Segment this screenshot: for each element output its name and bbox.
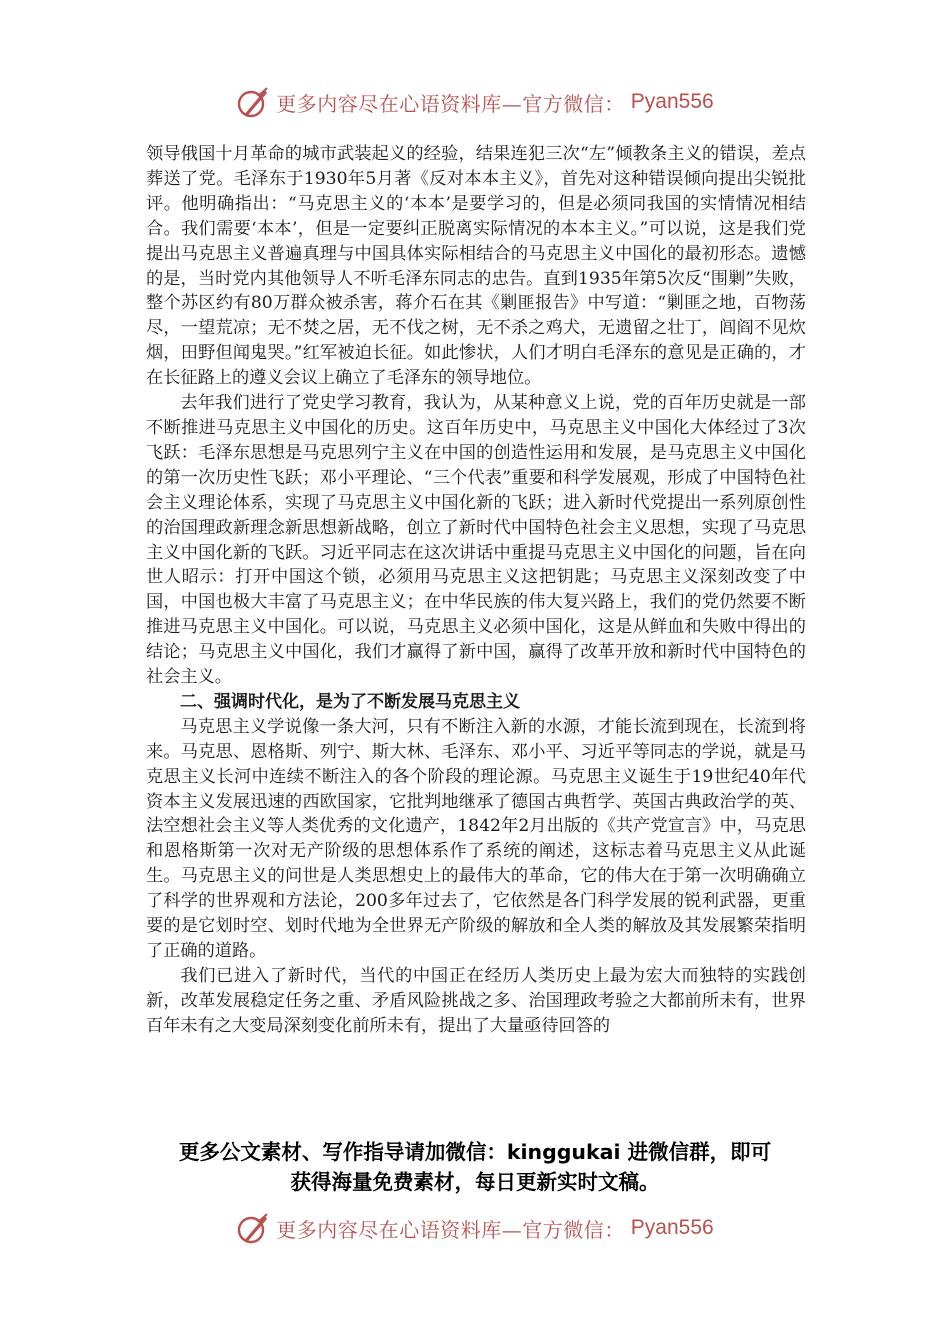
footer-banner	[0, 1208, 950, 1248]
paragraph-2: 去年我们进行了党史学习教育，我认为，从某种意义上说，党的百年历史就是一部不断推进马克思主义中国化的历史。这百年历史中，马克思主义中国化大体经过了3次飞跃：毛泽东思想是马克思列宁主义在中国的创造性运用和发展，是马克思主义中国化的第一次历史性飞跃；邓小平理论、“三个代表”重要和科学发展观，形成了中国特色社会主义理论体系，实现了马克思主义中国化新的飞跃；进入新时代党提出一系列原创性的治国理政新理念新思想新战略，创立了新时代中国特色社会主义思想，实现了马克思主义中国化新的飞跃。习近平同志在这次讲话中重提马克思主义中国化的问题，旨在向世人昭示：打开中国这个锁，必须用马克思主义这把钥匙；马克思主义深刻改变了中国，中国也极大丰富了马克思主义；在中华民族的伟大复兴路上，我们的党仍然要不断推进马克思主义中国化。可以说，马克思主义必须中国化，这是从鲜血和失败中得出的结论；马克思主义中国化，我们才赢得了新中国，赢得了改革开放和新时代中国特色的社会主义。	[146, 393, 806, 688]
banner-text: 更多内容尽在心语资料库—官方微信：	[276, 91, 625, 116]
paragraph-1: 领导俄国十月革命的城市武装起义的经验，结果连犯三次“左”倾教条主义的错误，差点葬送了党。毛泽东于1930年5月著《反对本本主义》，首先对这种错误倾向提出尖锐批评。他明确指出：“马克思主义的‘本本’是要学习的，但是必须同我国的实情情况相结合。我们需要‘本本’，但是一定要纠正脱离实际情况的本本主义。”可以说，这是我们党提出马克思主义普遍真理与中国具体实际相结合的马克思主义中国化的最初形态。遗憾的是，当时党内其他领导人不听毛泽东同志的忠告。直到1935年第5次反“围剿”失败，整个苏区约有80万群众被杀害，蒋介石在其《剿匪报告》中写道：“剿匪之地，百物荡尽，一望荒凉；无不焚之居，无不伐之树，无不杀之鸡犬，无遗留之壮丁，闾阎不见炊烟，田野但闻鬼哭。”红军被迫长征。如此惨状，人们才明白毛泽东的意见是正确的，才在长征路上的遵义会议上确立了毛泽东的领导地位。	[146, 144, 806, 389]
section-heading: 二、强调时代化，是为了不断发展马克思主义	[180, 691, 520, 712]
banner-wechat-id: Pyan556	[630, 90, 714, 113]
quill-pen-logo-icon	[236, 85, 270, 119]
header-banner	[0, 82, 950, 122]
paragraph-3: 马克思主义学说像一条大河，只有不断注入新的水源，才能长流到现在，长流到将来。马克思、恩格斯、列宁、斯大林、毛泽东、邓小平、习近平等同志的学说，就是马克思主义长河中连续不断注入的各个阶段的理论源。马克思主义诞生于19世纪40年代资本主义发展迅速的西欧国家，它批判地继承了德国古典哲学、英国古典政治学的英、法空想社会主义等人类优秀的文化遗产，1842年2月出版的《共产党宣言》中，马克思和恩格斯第一次对无产阶级的思想体系作了系统的阐述，这标志着马克思主义从此诞生。马克思主义的问世是人类思想史上的最伟大的革命，它的伟大在于第一次明确确立了科学的世界观和方法论，200多年过去了，它依然是各门科学发展的锐利武器，更重要的是它划时空、划时代地为全世界无产阶级的解放和全人类的解放及其发展繁荣指明了正确的道路。	[146, 716, 806, 961]
quill-pen-logo-icon	[236, 1211, 270, 1245]
promo-line-2: 获得海量免费素材，每日更新实时文稿。	[290, 1170, 660, 1194]
paragraph-4: 我们已进入了新时代，当代的中国正在经历人类历史上最为宏大而独特的实践创新，改革发展稳定任务之重、矛盾风险挑战之多、治国理政考验之大都前所未有，世界百年未有之大变局深刻变化前所未有，提出了大量亟待回答的	[146, 965, 806, 1036]
banner-text: 更多内容尽在心语资料库—官方微信：	[276, 1217, 625, 1242]
document-body	[146, 142, 806, 1039]
banner-wechat-id: Pyan556	[630, 1216, 714, 1239]
promo-line-1: 更多公文素材、写作指导请加微信：kinggukai 进微信群，即可	[178, 1140, 772, 1164]
promo-notice	[120, 1137, 830, 1197]
